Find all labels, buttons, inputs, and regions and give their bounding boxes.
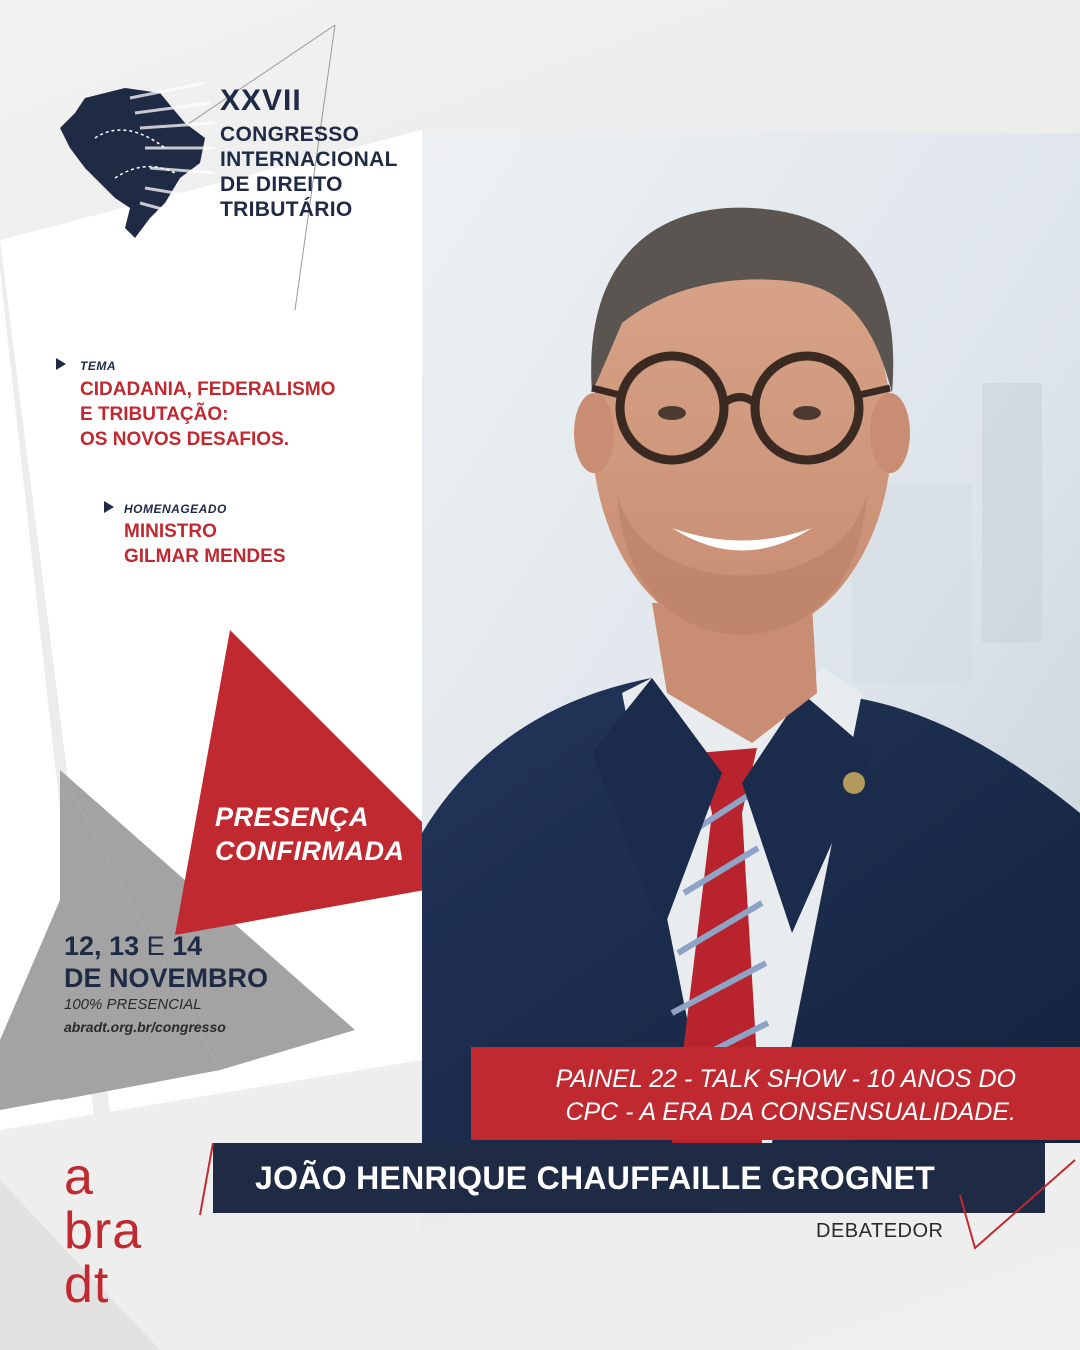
panel-banner — [471, 1047, 1080, 1140]
day-1: 12, — [64, 931, 102, 961]
day-conjunction: E — [146, 931, 165, 961]
day-2: 13 — [109, 931, 140, 961]
presenca-line: CONFIRMADA — [215, 836, 405, 866]
tema-label: TEMA — [80, 359, 116, 373]
event-days — [64, 930, 268, 962]
panel-line: PAINEL 22 - TALK SHOW - 10 ANOS DO — [555, 1065, 1016, 1093]
brand-line: bra — [64, 1202, 143, 1260]
homenageado-line: MINISTRO — [124, 521, 217, 542]
speaker-photo — [422, 133, 1080, 1143]
brand-line-text: dt — [64, 1256, 110, 1314]
tema-line: E TRIBUTAÇÃO: — [80, 404, 229, 425]
brand-line: a — [64, 1148, 94, 1206]
congress-line: INTERNACIONAL — [220, 148, 398, 171]
homenageado-line: GILMAR MENDES — [124, 546, 286, 567]
abradt-logo — [64, 1150, 142, 1350]
congress-numeral: XXVII — [220, 84, 302, 117]
presenca-confirmada — [215, 800, 404, 868]
event-month: DE NOVEMBRO — [64, 963, 269, 993]
tema-line: OS NOVOS DESAFIOS. — [80, 429, 290, 450]
homenageado-text — [124, 519, 286, 569]
presenca-line: PRESENÇA — [215, 802, 370, 832]
congress-title — [220, 86, 398, 222]
speaker-role: DEBATEDOR — [816, 1220, 944, 1242]
homenageado-label: HOMENAGEADO — [124, 502, 227, 516]
tema-text — [80, 377, 335, 452]
speaker-name: JOÃO HENRIQUE CHAUFFAILLE GROGNET — [213, 1143, 1045, 1213]
speaker-portrait — [422, 133, 1080, 1143]
event-dates — [64, 930, 268, 1038]
congress-line: TRIBUTÁRIO — [220, 198, 353, 221]
event-url[interactable]: abradt.org.br/congresso — [64, 1019, 226, 1035]
play-bullet-icon — [104, 501, 114, 513]
day-3: 14 — [172, 931, 203, 961]
congress-line: CONGRESSO — [220, 123, 360, 146]
tema-line: CIDADANIA, FEDERALISMO — [80, 379, 336, 400]
congress-line: DE DIREITO — [220, 173, 343, 196]
brazil-map-logo-icon — [55, 78, 215, 243]
event-mode: 100% PRESENCIAL — [64, 996, 202, 1013]
brand-line — [64, 1258, 142, 1350]
panel-line: CPC - A ERA DA CONSENSUALIDADE. — [565, 1098, 1016, 1126]
play-bullet-icon — [56, 358, 66, 370]
